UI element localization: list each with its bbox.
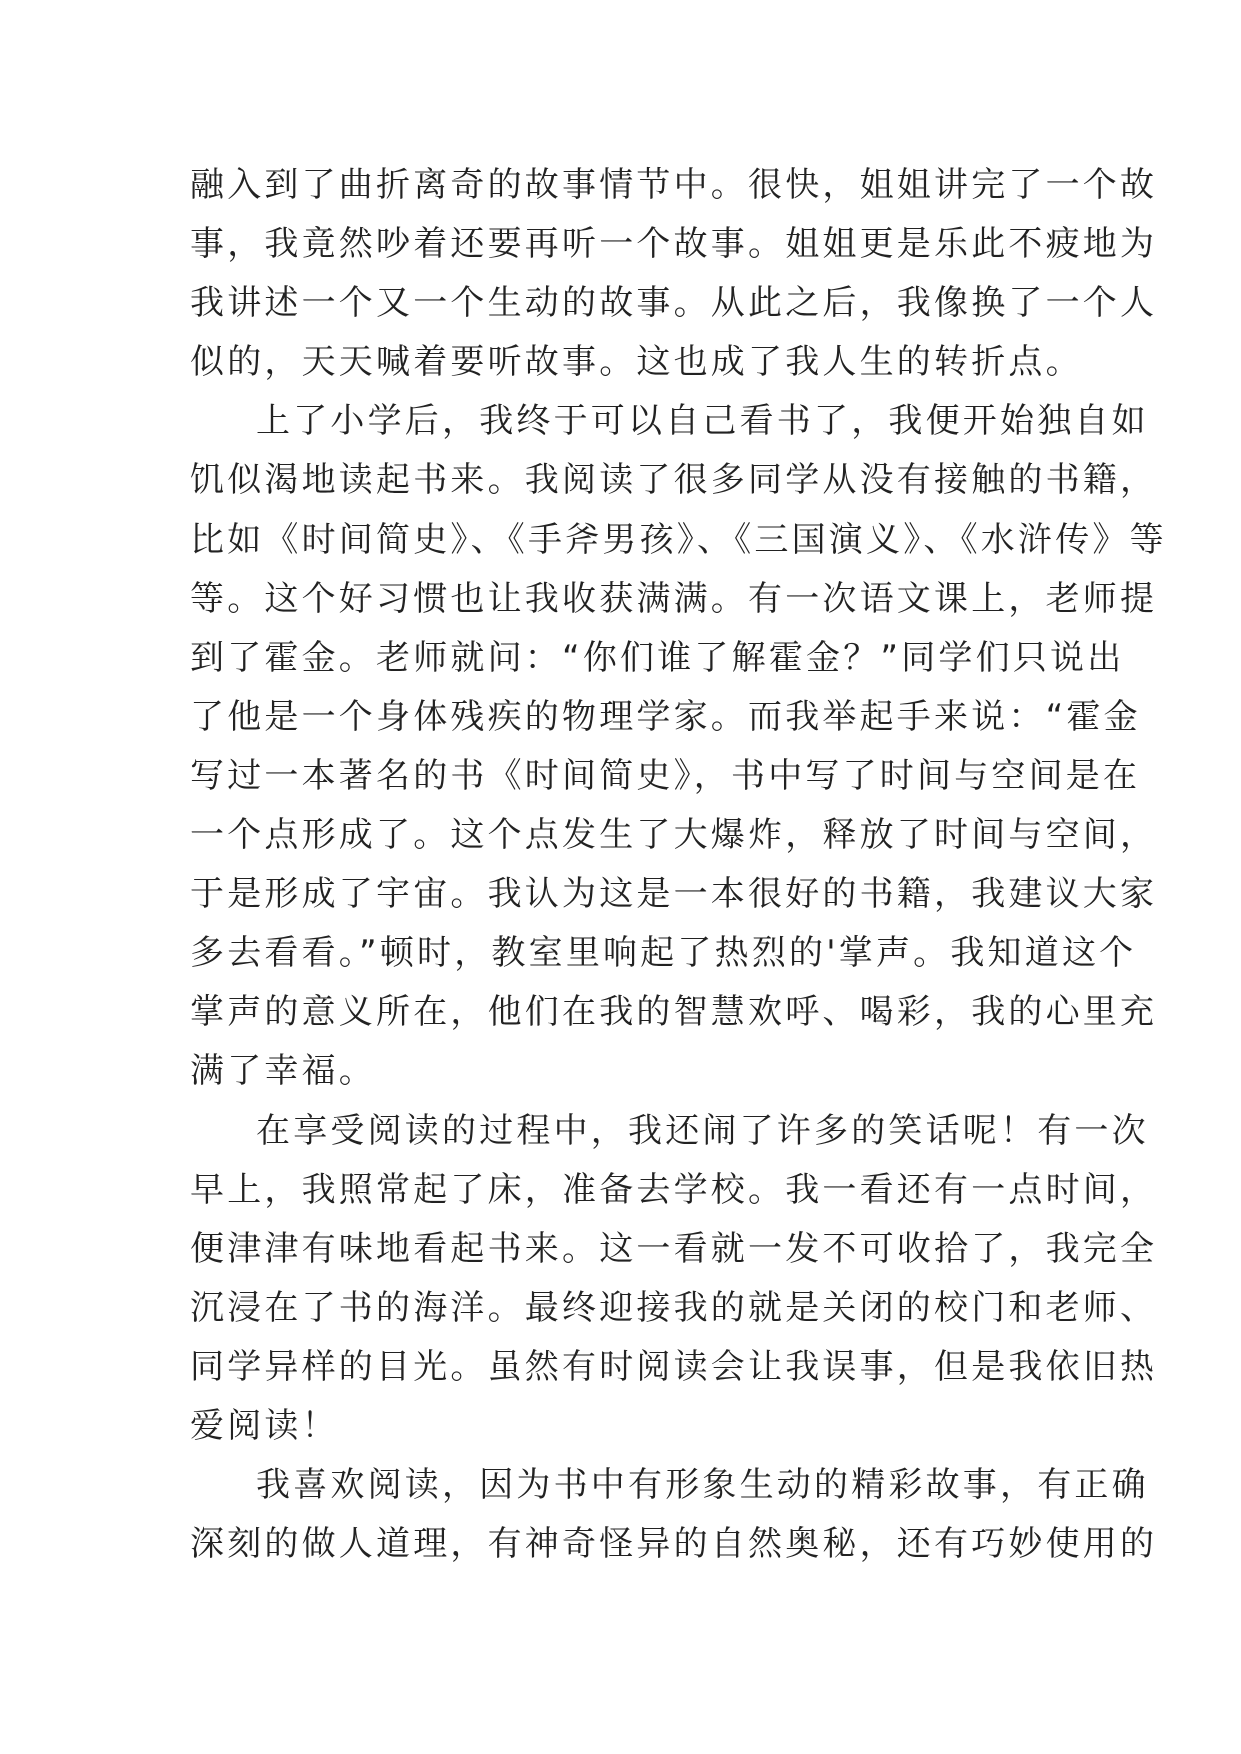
text-line: 满了幸福。	[190, 1051, 376, 1092]
text-line: 比如《时间简史》、《手斧男孩》、《三国演义》、《水浒传》等	[190, 519, 1167, 560]
text-line: 我讲述一个又一个生动的故事。从此之后，我像换了一个人	[190, 283, 1158, 324]
paragraph-first-line: 上了小学后，我终于可以自己看书了，我便开始独自如	[256, 401, 1149, 442]
text-line: 了他是一个身体残疾的物理学家。而我举起手来说：“霍金	[190, 696, 1141, 737]
text-line: 似的，天天喊着要听故事。这也成了我人生的转折点。	[190, 342, 1083, 383]
text-line: 事，我竟然吵着还要再听一个故事。姐姐更是乐此不疲地为	[190, 224, 1158, 265]
text-line: 爱阅读！	[190, 1405, 339, 1446]
text-line: 深刻的做人道理，有神奇怪异的自然奥秘，还有巧妙使用的	[190, 1524, 1158, 1565]
text-line: 写过一本著名的书《时间简史》，书中写了时间与空间是在	[190, 755, 1141, 796]
text-line: 掌声的意义所在，他们在我的智慧欢呼、喝彩，我的心里充	[190, 992, 1158, 1033]
text-line: 等。这个好习惯也让我收获满满。有一次语文课上，老师提	[190, 578, 1158, 619]
text-line: 早上，我照常起了床，准备去学校。我一看还有一点时间，	[190, 1169, 1158, 1210]
body-text	[190, 156, 1167, 1574]
text-line: 多去看看。”顿时，教室里响起了热烈的'掌声。我知道这个	[190, 933, 1137, 974]
paragraph-first-line: 在享受阅读的过程中，我还闹了许多的笑话呢！有一次	[256, 1110, 1149, 1151]
text-line: 于是形成了宇宙。我认为这是一本很好的书籍，我建议大家	[190, 874, 1158, 915]
text-line: 同学异样的目光。虽然有时阅读会让我误事，但是我依旧热	[190, 1346, 1158, 1387]
text-line: 一个点形成了。这个点发生了大爆炸，释放了时间与空间，	[190, 815, 1158, 856]
text-line: 沉浸在了书的海洋。最终迎接我的就是关闭的校门和老师、	[190, 1287, 1158, 1328]
text-line: 融入到了曲折离奇的故事情节中。很快，姐姐讲完了一个故	[190, 165, 1158, 205]
text-line: 便津津有味地看起书来。这一看就一发不可收拾了，我完全	[190, 1228, 1158, 1269]
text-line: 到了霍金。老师就问：“你们谁了解霍金？”同学们只说出	[190, 637, 1125, 678]
paragraph-first-line: 我喜欢阅读，因为书中有形象生动的精彩故事，有正确	[256, 1465, 1149, 1506]
text-line: 饥似渴地读起书来。我阅读了很多同学从没有接触的书籍，	[190, 460, 1158, 501]
